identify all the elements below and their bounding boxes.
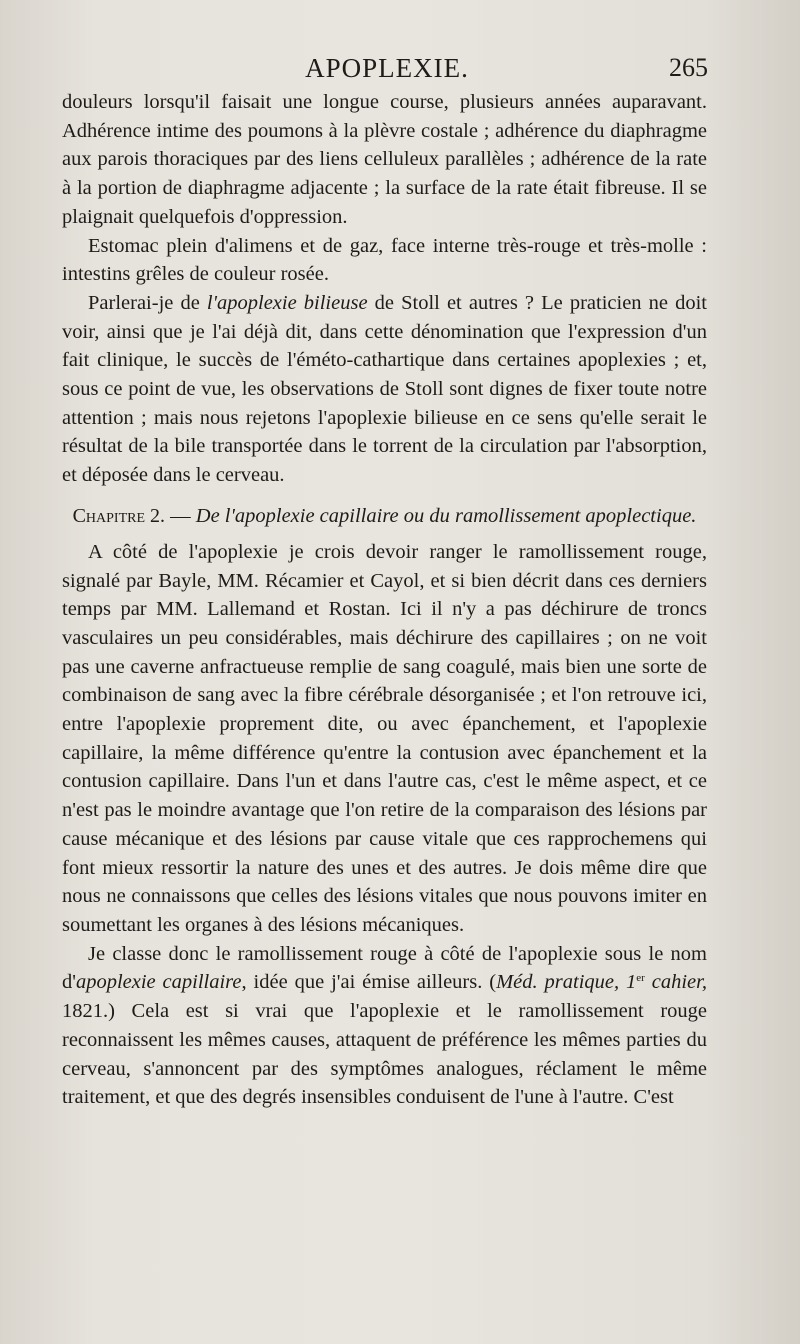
page-header [62,50,712,86]
page-number: 265 [669,53,708,82]
text-run: Parlerai-je de [88,291,207,314]
paragraph-continuation: douleurs lorsqu'il faisait une longue course, plusieurs années auparavant. Adhérence intime des poumons à la plèvre costale ; adhérence du diaphragme aux parois thoraciques par des liens celluleux parallèles ; adhérence de la rate à la portion de diaphragme adjacente ; la surface de la rate était fibreuse. Il se plaignait quelquefois d'oppression. [62,91,707,228]
paragraph-capillary-apoplexy: A côté de l'apoplexie je crois devoir ranger le ramollissement rouge, signalé par Bayle, MM. Récamier et Cayol, et si bien décrit dans ces derniers temps par MM. Lallemand et Rostan. Ici il n'y a pas déchirure de troncs vasculaires un peu considérables, mais déchirure des capillaires ; on ne voit pas une caverne anfractueuse remplie de sang coagulé, mais bien une sorte de combinaison de sang avec la fibre cérébrale désorganisée ; et l'on retrouve ici, entre l'apoplexie proprement dite, ou avec épanchement, et l'apoplexie capillaire, la même différence qu'entre la contusion avec épanchement et la contusion capillaire. Dans l'un et dans l'autre cas, c'est le même aspect, et ce n'est pas le moindre avantage que l'on retire de la comparaison des lésions par cause mécanique et des lésions par cause vitale que ces rapprochemens qui font mieux ressortir la nature des unes et des autres. Je dois même dire que nous ne connaissons que celles des lésions vitales que nous pouvons imiter en soumettant les organes à des lésions mécaniques. [62,540,707,936]
chapter-dash: — [165,504,196,527]
chapter-heading [62,502,707,530]
italic-term: apoplexie capillaire [75,971,242,994]
text-run: de Stoll et autres ? Le praticien ne doit voir, ainsi que je l'ai déjà dit, dans cette dénomination que l'expression d'un fait clinique, le succès de l'éméto-cathartique dans certaines apoplexies ; et, sous ce point de vue, les observations de Stoll sont dignes de fixer toute notre attention ; mais nous rejetons l'apoplexie bilieuse en ce sens qu'elle serait le résultat de la bile transportée dans le torrent de la circulation par l'absorption, et déposée dans le cerveau. [62,291,707,487]
chapter-title: De l'apoplexie capillaire ou du ramollissement apoplectique. [195,504,697,527]
text-run: 1821.) Cela est si vrai que l'apoplexie et le ramollissement rouge reconnaissent les mêmes causes, attaquent de préférence les mêmes parties du cerveau, s'annoncent par des symptômes analogues, réclament le même traitement, et que des degrés insensibles conduisent de l'une à l'autre. C'est [62,1000,707,1109]
running-title: APOPLEXIE. [305,53,469,83]
citation-italic: cahier, [644,971,707,994]
text-run: Je classe donc le ramollissement rouge à côté de l'apoplexie sous le nom d' [62,942,707,994]
citation-italic: Méd. pratique, 1 [496,971,637,994]
paragraph-bilious-apoplexy [62,289,707,490]
text-run: , idée que j'ai émise ailleurs. ( [241,971,497,994]
body-text [62,88,707,1112]
superscript: er [636,972,645,985]
paragraph-stomach: Estomac plein d'alimens et de gaz, face interne très-rouge et très-molle : intestins grêles de couleur rosée. [62,234,707,286]
paragraph-classification [62,940,707,1112]
italic-term: l'apoplexie bilieuse [206,291,368,314]
chapter-label: Chapitre 2. [72,504,166,527]
